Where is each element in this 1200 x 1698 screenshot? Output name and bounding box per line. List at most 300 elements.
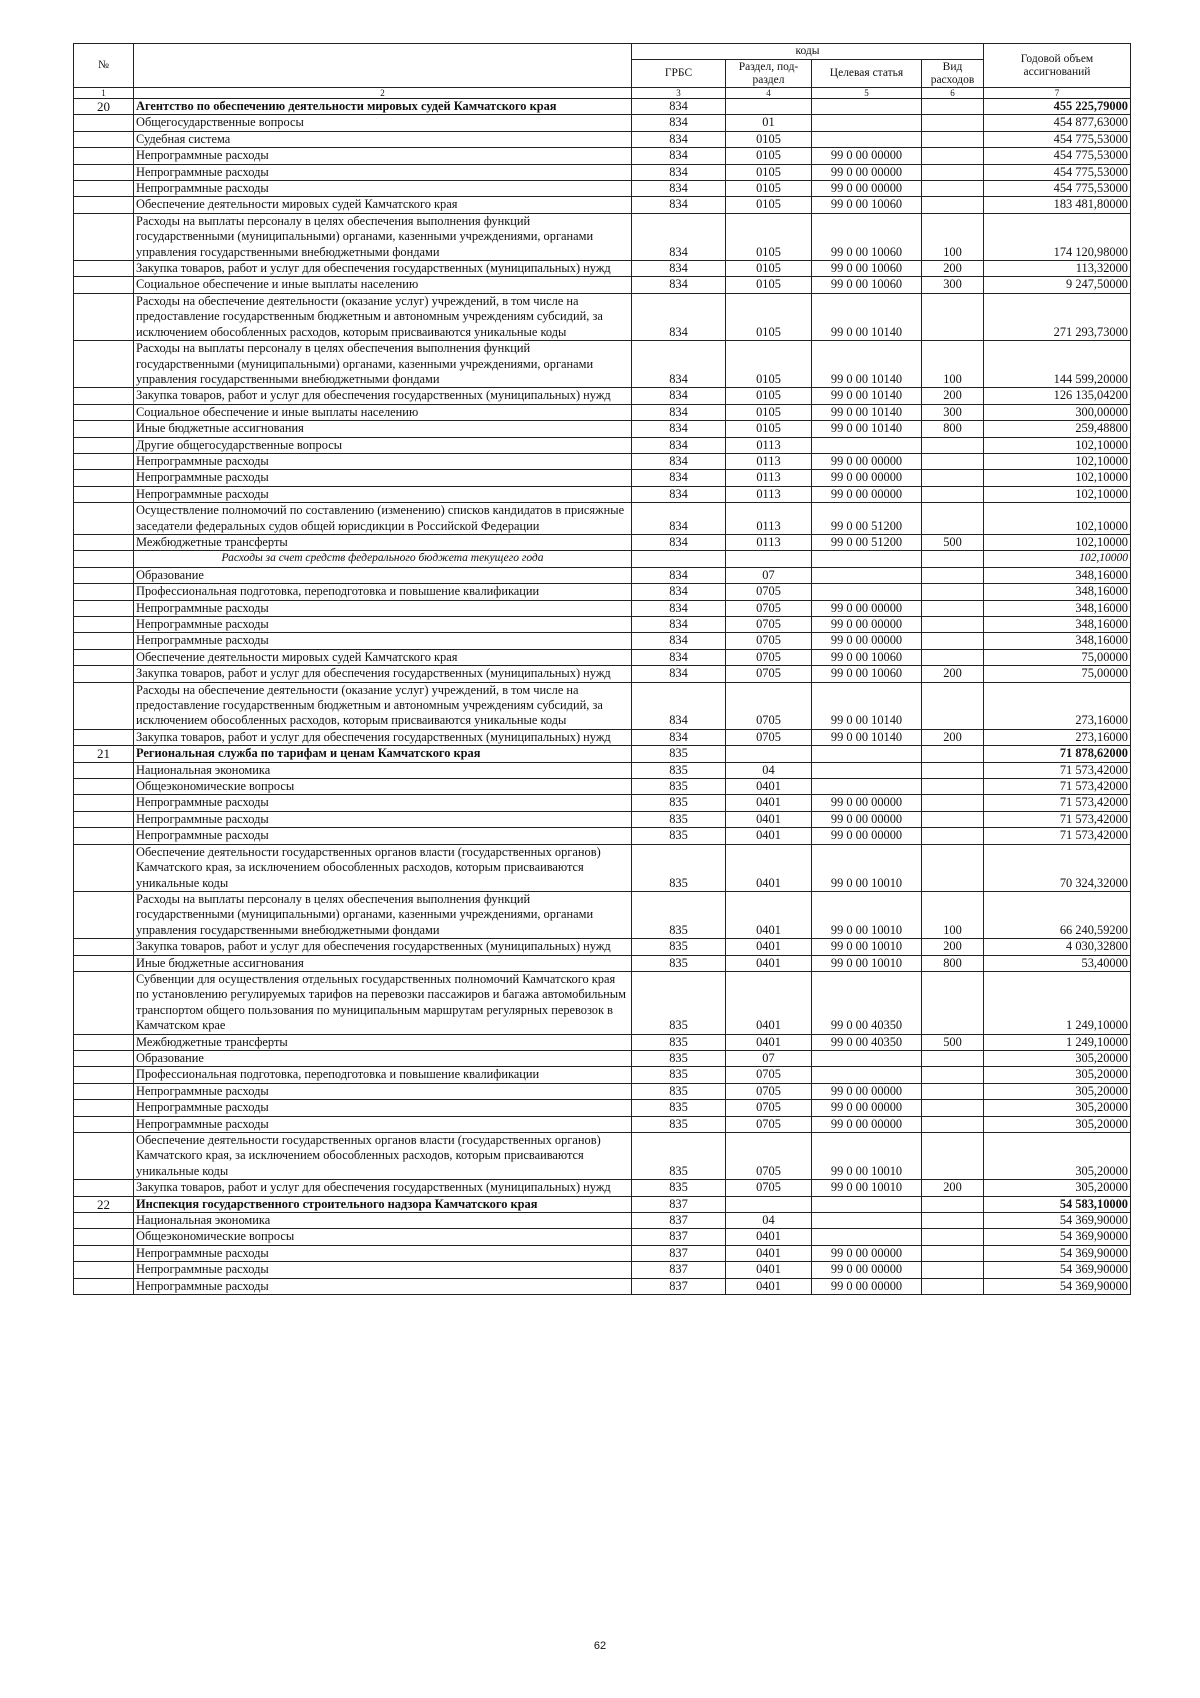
row-razdel: 0401 bbox=[726, 795, 812, 811]
row-razdel: 0705 bbox=[726, 1083, 812, 1099]
row-expense-type bbox=[922, 1116, 984, 1132]
row-expense-type bbox=[922, 1213, 984, 1229]
row-expense-type: 200 bbox=[922, 666, 984, 682]
row-expense-type bbox=[922, 197, 984, 213]
row-grbs bbox=[632, 551, 726, 567]
row-target-article: 99 0 00 40350 bbox=[812, 1034, 922, 1050]
row-razdel: 0401 bbox=[726, 955, 812, 971]
row-target-article bbox=[812, 779, 922, 795]
row-number bbox=[74, 1050, 134, 1066]
header-sum: Годовой объем ассигнований bbox=[984, 44, 1131, 88]
row-number bbox=[74, 164, 134, 180]
row-amount: 348,16000 bbox=[984, 584, 1131, 600]
row-expense-type bbox=[922, 649, 984, 665]
row-razdel: 0401 bbox=[726, 1245, 812, 1261]
row-target-article bbox=[812, 115, 922, 131]
row-expense-type: 200 bbox=[922, 388, 984, 404]
row-razdel: 0113 bbox=[726, 470, 812, 486]
row-razdel: 0113 bbox=[726, 437, 812, 453]
row-number bbox=[74, 131, 134, 147]
row-grbs: 834 bbox=[632, 666, 726, 682]
row-expense-type: 100 bbox=[922, 341, 984, 388]
table-row bbox=[74, 729, 1131, 745]
row-number bbox=[74, 729, 134, 745]
row-razdel: 0105 bbox=[726, 164, 812, 180]
row-razdel: 07 bbox=[726, 567, 812, 583]
table-row bbox=[74, 762, 1131, 778]
row-target-article: 99 0 00 00000 bbox=[812, 470, 922, 486]
table-row bbox=[74, 181, 1131, 197]
row-razdel: 0105 bbox=[726, 421, 812, 437]
row-number bbox=[74, 1067, 134, 1083]
row-amount: 102,10000 bbox=[984, 534, 1131, 550]
row-number bbox=[74, 213, 134, 260]
row-amount: 144 599,20000 bbox=[984, 341, 1131, 388]
table-row bbox=[74, 666, 1131, 682]
row-grbs: 834 bbox=[632, 682, 726, 729]
row-grbs: 834 bbox=[632, 261, 726, 277]
row-amount: 273,16000 bbox=[984, 729, 1131, 745]
table-row bbox=[74, 955, 1131, 971]
row-grbs: 835 bbox=[632, 795, 726, 811]
row-number bbox=[74, 666, 134, 682]
row-name: Инспекция государственного строительного надзора Камчатского края bbox=[134, 1196, 632, 1212]
row-expense-type bbox=[922, 617, 984, 633]
table-row bbox=[74, 115, 1131, 131]
row-grbs: 834 bbox=[632, 421, 726, 437]
header-codes: коды bbox=[632, 44, 984, 60]
row-number bbox=[74, 600, 134, 616]
row-target-article bbox=[812, 551, 922, 567]
row-razdel: 07 bbox=[726, 1050, 812, 1066]
row-target-article: 99 0 00 10140 bbox=[812, 388, 922, 404]
row-number bbox=[74, 486, 134, 502]
row-name: Закупка товаров, работ и услуг для обеспечения государственных (муниципальных) нужд bbox=[134, 388, 632, 404]
row-target-article bbox=[812, 131, 922, 147]
row-number: 20 bbox=[74, 99, 134, 115]
row-name: Судебная система bbox=[134, 131, 632, 147]
row-amount: 305,20000 bbox=[984, 1133, 1131, 1180]
row-amount: 54 369,90000 bbox=[984, 1278, 1131, 1294]
row-razdel: 0705 bbox=[726, 682, 812, 729]
row-name: Межбюджетные трансферты bbox=[134, 1034, 632, 1050]
row-target-article: 99 0 00 00000 bbox=[812, 486, 922, 502]
row-amount: 71 573,42000 bbox=[984, 795, 1131, 811]
row-amount: 102,10000 bbox=[984, 470, 1131, 486]
row-expense-type bbox=[922, 633, 984, 649]
row-target-article: 99 0 00 10060 bbox=[812, 649, 922, 665]
table-row bbox=[74, 1100, 1131, 1116]
row-amount: 53,40000 bbox=[984, 955, 1131, 971]
row-expense-type bbox=[922, 828, 984, 844]
row-target-article: 99 0 00 10010 bbox=[812, 1133, 922, 1180]
row-amount: 71 573,42000 bbox=[984, 779, 1131, 795]
table-row bbox=[74, 148, 1131, 164]
row-grbs: 834 bbox=[632, 649, 726, 665]
row-razdel: 0113 bbox=[726, 503, 812, 535]
row-grbs: 835 bbox=[632, 971, 726, 1034]
row-grbs: 835 bbox=[632, 762, 726, 778]
row-expense-type: 800 bbox=[922, 955, 984, 971]
row-amount: 71 573,42000 bbox=[984, 762, 1131, 778]
row-target-article: 99 0 00 00000 bbox=[812, 1083, 922, 1099]
row-amount: 348,16000 bbox=[984, 617, 1131, 633]
row-grbs: 834 bbox=[632, 534, 726, 550]
row-amount: 54 583,10000 bbox=[984, 1196, 1131, 1212]
header-cs: Целевая статья bbox=[812, 60, 922, 88]
table-row bbox=[74, 682, 1131, 729]
row-razdel: 0105 bbox=[726, 293, 812, 340]
row-expense-type bbox=[922, 779, 984, 795]
row-expense-type bbox=[922, 1196, 984, 1212]
row-number bbox=[74, 470, 134, 486]
row-grbs: 834 bbox=[632, 633, 726, 649]
table-row bbox=[74, 795, 1131, 811]
row-name: Образование bbox=[134, 1050, 632, 1066]
table-row bbox=[74, 1083, 1131, 1099]
row-number: 22 bbox=[74, 1196, 134, 1212]
table-row bbox=[74, 1180, 1131, 1196]
row-name: Непрограммные расходы bbox=[134, 811, 632, 827]
row-grbs: 835 bbox=[632, 844, 726, 891]
row-number bbox=[74, 293, 134, 340]
row-expense-type bbox=[922, 1050, 984, 1066]
row-razdel: 0105 bbox=[726, 404, 812, 420]
row-razdel: 0113 bbox=[726, 486, 812, 502]
row-amount: 454 775,53000 bbox=[984, 181, 1131, 197]
row-name: Непрограммные расходы bbox=[134, 633, 632, 649]
row-name: Непрограммные расходы bbox=[134, 1100, 632, 1116]
row-expense-type bbox=[922, 746, 984, 762]
row-target-article: 99 0 00 00000 bbox=[812, 164, 922, 180]
row-grbs: 837 bbox=[632, 1245, 726, 1261]
row-amount: 71 573,42000 bbox=[984, 811, 1131, 827]
row-razdel: 0401 bbox=[726, 811, 812, 827]
row-name: Непрограммные расходы bbox=[134, 486, 632, 502]
table-row bbox=[74, 453, 1131, 469]
row-number bbox=[74, 1180, 134, 1196]
row-expense-type bbox=[922, 844, 984, 891]
row-number bbox=[74, 649, 134, 665]
row-grbs: 837 bbox=[632, 1213, 726, 1229]
table-row bbox=[74, 470, 1131, 486]
row-name: Непрограммные расходы bbox=[134, 470, 632, 486]
row-target-article bbox=[812, 1050, 922, 1066]
row-expense-type bbox=[922, 551, 984, 567]
row-name: Непрограммные расходы bbox=[134, 1262, 632, 1278]
row-name: Непрограммные расходы bbox=[134, 148, 632, 164]
table-row bbox=[74, 746, 1131, 762]
row-name: Общеэкономические вопросы bbox=[134, 779, 632, 795]
row-razdel: 0105 bbox=[726, 148, 812, 164]
row-amount: 4 030,32800 bbox=[984, 939, 1131, 955]
row-target-article: 99 0 00 10010 bbox=[812, 844, 922, 891]
row-target-article: 99 0 00 00000 bbox=[812, 453, 922, 469]
row-target-article: 99 0 00 10010 bbox=[812, 891, 922, 938]
row-expense-type: 200 bbox=[922, 729, 984, 745]
row-number bbox=[74, 1245, 134, 1261]
budget-table bbox=[73, 43, 1131, 1295]
row-target-article: 99 0 00 00000 bbox=[812, 600, 922, 616]
row-name: Непрограммные расходы bbox=[134, 1083, 632, 1099]
row-name: Закупка товаров, работ и услуг для обеспечения государственных (муниципальных) нужд bbox=[134, 666, 632, 682]
row-target-article bbox=[812, 99, 922, 115]
row-grbs: 835 bbox=[632, 955, 726, 971]
row-razdel: 0705 bbox=[726, 633, 812, 649]
row-razdel: 0105 bbox=[726, 131, 812, 147]
row-name: Общеэкономические вопросы bbox=[134, 1229, 632, 1245]
table-row bbox=[74, 437, 1131, 453]
row-expense-type bbox=[922, 293, 984, 340]
row-grbs: 837 bbox=[632, 1262, 726, 1278]
row-grbs: 834 bbox=[632, 584, 726, 600]
table-row bbox=[74, 421, 1131, 437]
table-row bbox=[74, 584, 1131, 600]
table-body bbox=[74, 99, 1131, 1295]
row-razdel: 0401 bbox=[726, 1229, 812, 1245]
row-amount: 259,48800 bbox=[984, 421, 1131, 437]
row-razdel: 0401 bbox=[726, 779, 812, 795]
row-grbs: 835 bbox=[632, 1083, 726, 1099]
row-razdel: 0105 bbox=[726, 261, 812, 277]
row-name: Расходы за счет средств федерального бюджета текущего года bbox=[134, 551, 632, 567]
row-name: Непрограммные расходы bbox=[134, 1245, 632, 1261]
row-grbs: 834 bbox=[632, 600, 726, 616]
row-grbs: 834 bbox=[632, 197, 726, 213]
row-number bbox=[74, 779, 134, 795]
row-target-article bbox=[812, 762, 922, 778]
row-razdel: 0113 bbox=[726, 534, 812, 550]
table-row bbox=[74, 1278, 1131, 1294]
row-razdel: 0401 bbox=[726, 1034, 812, 1050]
row-name: Расходы на выплаты персоналу в целях обеспечения выполнения функций государственными (муниципальными) органами, казенными учреждениями, органами управления государственными внебюджетными фондами bbox=[134, 213, 632, 260]
row-number bbox=[74, 633, 134, 649]
row-expense-type: 800 bbox=[922, 421, 984, 437]
row-name: Закупка товаров, работ и услуг для обеспечения государственных (муниципальных) нужд bbox=[134, 729, 632, 745]
row-name: Непрограммные расходы bbox=[134, 617, 632, 633]
row-target-article: 99 0 00 10060 bbox=[812, 197, 922, 213]
row-grbs: 834 bbox=[632, 404, 726, 420]
row-grbs: 834 bbox=[632, 388, 726, 404]
row-razdel: 0113 bbox=[726, 453, 812, 469]
row-target-article: 99 0 00 00000 bbox=[812, 1278, 922, 1294]
row-number bbox=[74, 388, 134, 404]
row-target-article: 99 0 00 10010 bbox=[812, 939, 922, 955]
row-expense-type bbox=[922, 1100, 984, 1116]
row-number bbox=[74, 1116, 134, 1132]
row-expense-type: 300 bbox=[922, 277, 984, 293]
row-target-article: 99 0 00 10140 bbox=[812, 341, 922, 388]
row-target-article: 99 0 00 00000 bbox=[812, 811, 922, 827]
row-name: Социальное обеспечение и иные выплаты населению bbox=[134, 404, 632, 420]
row-target-article: 99 0 00 00000 bbox=[812, 828, 922, 844]
table-row bbox=[74, 567, 1131, 583]
row-expense-type bbox=[922, 486, 984, 502]
row-grbs: 834 bbox=[632, 277, 726, 293]
table-row bbox=[74, 828, 1131, 844]
header-no: № bbox=[74, 44, 134, 88]
row-target-article: 99 0 00 10010 bbox=[812, 955, 922, 971]
row-razdel: 0705 bbox=[726, 617, 812, 633]
row-target-article: 99 0 00 10060 bbox=[812, 666, 922, 682]
row-razdel bbox=[726, 746, 812, 762]
header-vr: Вид расходов bbox=[922, 60, 984, 88]
row-target-article: 99 0 00 10140 bbox=[812, 682, 922, 729]
row-razdel bbox=[726, 551, 812, 567]
row-razdel: 0705 bbox=[726, 649, 812, 665]
row-target-article: 99 0 00 00000 bbox=[812, 1116, 922, 1132]
table-row bbox=[74, 811, 1131, 827]
row-target-article bbox=[812, 1213, 922, 1229]
row-amount: 54 369,90000 bbox=[984, 1229, 1131, 1245]
row-expense-type bbox=[922, 99, 984, 115]
row-expense-type: 100 bbox=[922, 213, 984, 260]
row-amount: 66 240,59200 bbox=[984, 891, 1131, 938]
row-expense-type: 200 bbox=[922, 1180, 984, 1196]
row-amount: 300,00000 bbox=[984, 404, 1131, 420]
row-number bbox=[74, 1034, 134, 1050]
row-amount: 305,20000 bbox=[984, 1116, 1131, 1132]
row-grbs: 834 bbox=[632, 453, 726, 469]
row-name: Профессиональная подготовка, переподготовка и повышение квалификации bbox=[134, 1067, 632, 1083]
row-target-article: 99 0 00 10140 bbox=[812, 729, 922, 745]
row-grbs: 835 bbox=[632, 828, 726, 844]
row-name: Расходы на выплаты персоналу в целях обеспечения выполнения функций государственными (муниципальными) органами, казенными учреждениями, органами управления государственными внебюджетными фондами bbox=[134, 891, 632, 938]
row-razdel: 0105 bbox=[726, 213, 812, 260]
table-row bbox=[74, 404, 1131, 420]
row-expense-type bbox=[922, 600, 984, 616]
row-grbs: 834 bbox=[632, 213, 726, 260]
row-razdel: 0401 bbox=[726, 844, 812, 891]
row-amount: 174 120,98000 bbox=[984, 213, 1131, 260]
header-name bbox=[134, 44, 632, 88]
row-name: Социальное обеспечение и иные выплаты населению bbox=[134, 277, 632, 293]
row-amount: 1 249,10000 bbox=[984, 971, 1131, 1034]
row-grbs: 835 bbox=[632, 1100, 726, 1116]
row-number bbox=[74, 1100, 134, 1116]
row-expense-type bbox=[922, 1278, 984, 1294]
row-name: Осуществление полномочий по составлению (изменению) списков кандидатов в присяжные заседатели федеральных судов общей юрисдикции в Российской Федерации bbox=[134, 503, 632, 535]
row-expense-type bbox=[922, 470, 984, 486]
row-amount: 75,00000 bbox=[984, 649, 1131, 665]
table-row bbox=[74, 277, 1131, 293]
table-row bbox=[74, 503, 1131, 535]
row-amount: 454 775,53000 bbox=[984, 148, 1131, 164]
row-target-article: 99 0 00 00000 bbox=[812, 1245, 922, 1261]
row-number: 21 bbox=[74, 746, 134, 762]
row-amount: 113,32000 bbox=[984, 261, 1131, 277]
table-row bbox=[74, 633, 1131, 649]
row-razdel: 0705 bbox=[726, 1133, 812, 1180]
row-target-article: 99 0 00 10140 bbox=[812, 293, 922, 340]
row-amount: 54 369,90000 bbox=[984, 1245, 1131, 1261]
row-razdel bbox=[726, 99, 812, 115]
row-expense-type bbox=[922, 1229, 984, 1245]
row-target-article: 99 0 00 00000 bbox=[812, 617, 922, 633]
page-number: 62 bbox=[593, 1640, 607, 1652]
row-razdel: 0401 bbox=[726, 828, 812, 844]
table-row bbox=[74, 844, 1131, 891]
table-row bbox=[74, 341, 1131, 388]
row-amount: 305,20000 bbox=[984, 1083, 1131, 1099]
row-grbs: 835 bbox=[632, 746, 726, 762]
row-target-article: 99 0 00 10060 bbox=[812, 213, 922, 260]
row-grbs: 835 bbox=[632, 939, 726, 955]
row-number bbox=[74, 551, 134, 567]
row-expense-type: 100 bbox=[922, 891, 984, 938]
row-expense-type bbox=[922, 1262, 984, 1278]
row-amount: 71 573,42000 bbox=[984, 828, 1131, 844]
row-razdel: 0401 bbox=[726, 971, 812, 1034]
row-expense-type bbox=[922, 971, 984, 1034]
row-grbs: 834 bbox=[632, 131, 726, 147]
row-expense-type bbox=[922, 795, 984, 811]
header-index: 7 bbox=[984, 88, 1131, 99]
row-amount: 455 225,79000 bbox=[984, 99, 1131, 115]
row-name: Общегосударственные вопросы bbox=[134, 115, 632, 131]
row-name: Расходы на обеспечение деятельности (оказание услуг) учреждений, в том числе на предоставление государственным бюджетным и автономным учреждениям субсидий, за исключением обособленных расходов, которым присваиваются уникальные коды bbox=[134, 682, 632, 729]
row-razdel: 0705 bbox=[726, 1116, 812, 1132]
row-number bbox=[74, 534, 134, 550]
row-number bbox=[74, 1133, 134, 1180]
table-row bbox=[74, 213, 1131, 260]
row-number bbox=[74, 891, 134, 938]
row-number bbox=[74, 503, 134, 535]
row-number bbox=[74, 1278, 134, 1294]
row-target-article: 99 0 00 00000 bbox=[812, 633, 922, 649]
table-row bbox=[74, 649, 1131, 665]
row-amount: 273,16000 bbox=[984, 682, 1131, 729]
row-number bbox=[74, 437, 134, 453]
row-grbs: 834 bbox=[632, 503, 726, 535]
row-expense-type bbox=[922, 1067, 984, 1083]
row-amount: 305,20000 bbox=[984, 1067, 1131, 1083]
row-amount: 9 247,50000 bbox=[984, 277, 1131, 293]
table-header bbox=[74, 44, 1131, 99]
row-expense-type bbox=[922, 682, 984, 729]
row-number bbox=[74, 971, 134, 1034]
row-grbs: 835 bbox=[632, 1180, 726, 1196]
row-expense-type bbox=[922, 1245, 984, 1261]
row-name: Региональная служба по тарифам и ценам Камчатского края bbox=[134, 746, 632, 762]
row-razdel: 0705 bbox=[726, 1180, 812, 1196]
row-name: Другие общегосударственные вопросы bbox=[134, 437, 632, 453]
row-expense-type bbox=[922, 811, 984, 827]
row-amount: 305,20000 bbox=[984, 1180, 1131, 1196]
row-razdel: 01 bbox=[726, 115, 812, 131]
table-row bbox=[74, 99, 1131, 115]
row-target-article bbox=[812, 746, 922, 762]
row-amount: 1 249,10000 bbox=[984, 1034, 1131, 1050]
row-number bbox=[74, 617, 134, 633]
row-amount: 102,10000 bbox=[984, 486, 1131, 502]
row-amount: 102,10000 bbox=[984, 551, 1131, 567]
row-amount: 126 135,04200 bbox=[984, 388, 1131, 404]
table-row bbox=[74, 164, 1131, 180]
row-grbs: 835 bbox=[632, 779, 726, 795]
row-name: Закупка товаров, работ и услуг для обеспечения государственных (муниципальных) нужд bbox=[134, 1180, 632, 1196]
row-expense-type bbox=[922, 453, 984, 469]
table-row bbox=[74, 551, 1131, 567]
row-name: Закупка товаров, работ и услуг для обеспечения государственных (муниципальных) нужд bbox=[134, 261, 632, 277]
row-grbs: 834 bbox=[632, 470, 726, 486]
row-razdel: 0401 bbox=[726, 939, 812, 955]
row-amount: 454 877,63000 bbox=[984, 115, 1131, 131]
header-index: 4 bbox=[726, 88, 812, 99]
row-grbs: 834 bbox=[632, 486, 726, 502]
row-name: Профессиональная подготовка, переподготовка и повышение квалификации bbox=[134, 584, 632, 600]
row-grbs: 834 bbox=[632, 341, 726, 388]
